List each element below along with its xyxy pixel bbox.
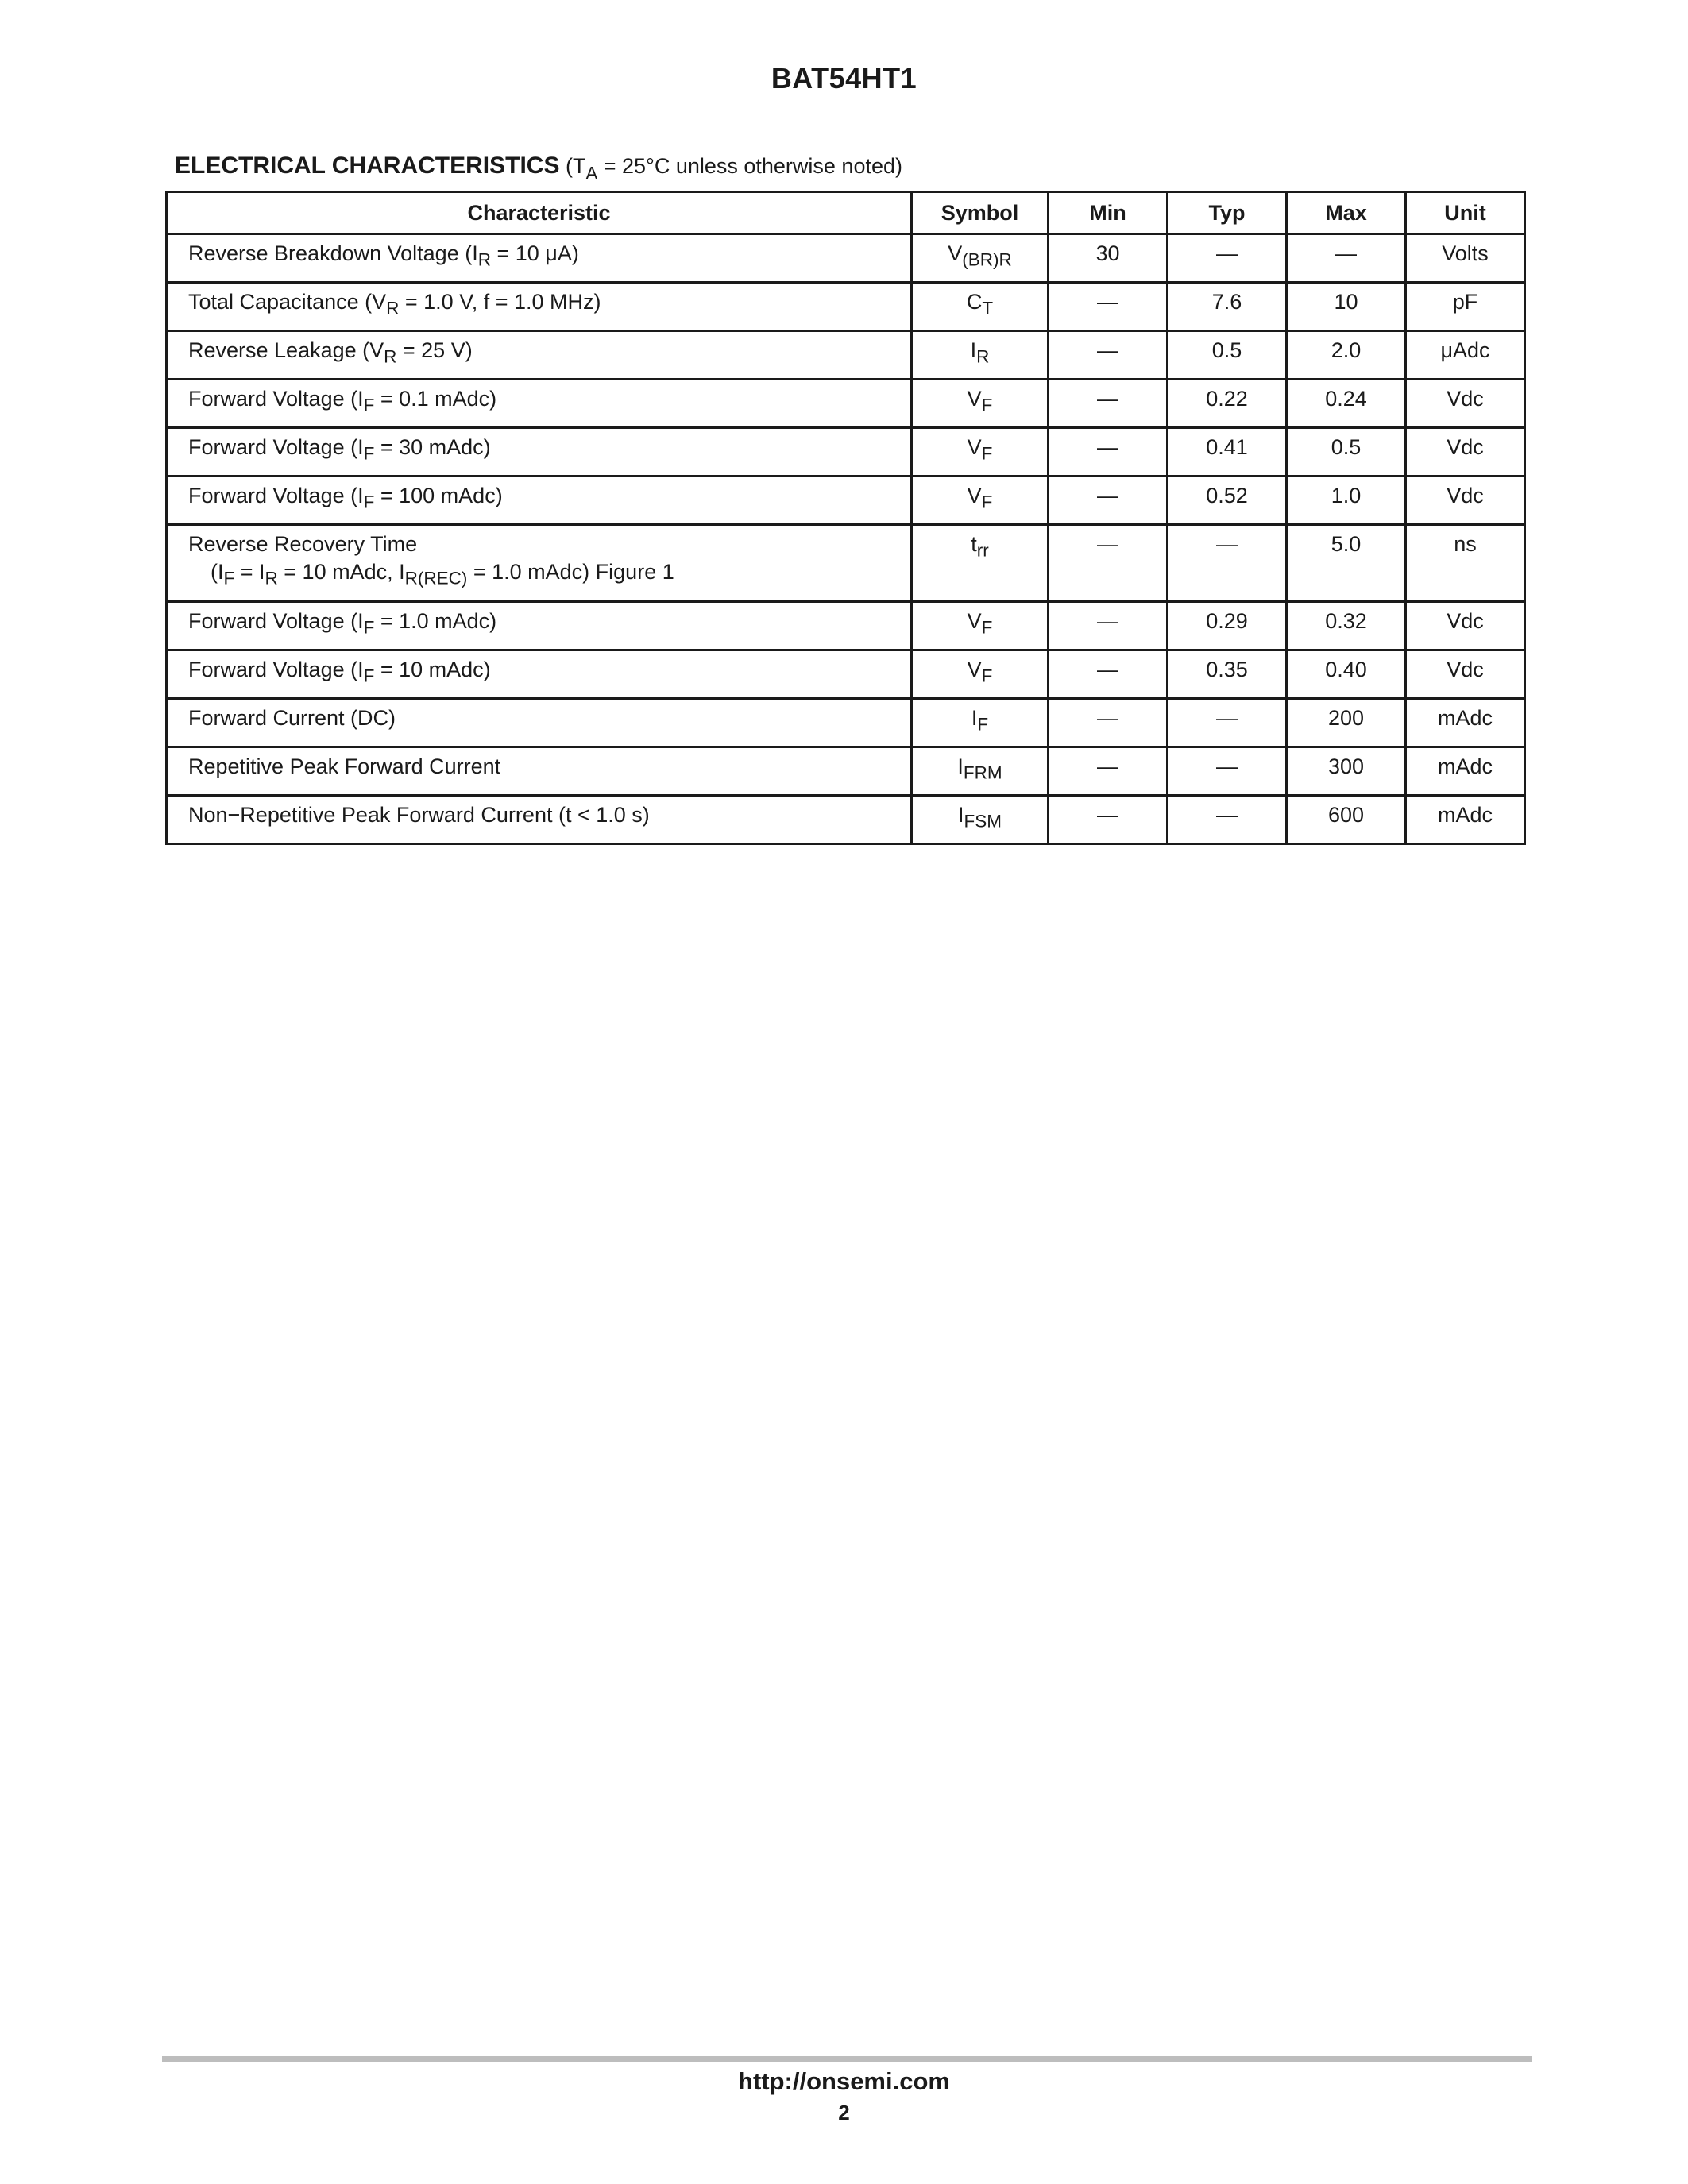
unit-cell: mAdc xyxy=(1406,796,1525,844)
unit-cell: Vdc xyxy=(1406,650,1525,699)
unit-cell: Volts xyxy=(1406,234,1525,283)
typ-cell: — xyxy=(1168,525,1287,602)
table-row xyxy=(167,331,1525,380)
symbol-cell: $C_T$ xyxy=(912,283,1049,331)
typ-cell: 7.6 xyxy=(1168,283,1287,331)
section-condition: ($T_A = 25^\circ C$ unless otherwise noted) xyxy=(565,154,902,183)
table-row xyxy=(167,234,1525,283)
typ-cell: 0.29 xyxy=(1168,602,1287,650)
electrical-characteristics-table xyxy=(165,191,1526,845)
characteristic-cell: Forward Voltage ($I_F = 0.1$ mAdc) xyxy=(167,380,912,428)
characteristic-cell: Non−Repetitive Peak Forward Current (t < 1.0 s) xyxy=(167,796,912,844)
table-row xyxy=(167,477,1525,525)
symbol-cell: $V_F$ xyxy=(912,380,1049,428)
table-row xyxy=(167,380,1525,428)
min-cell: — xyxy=(1049,331,1168,380)
unit-cell: μAdc xyxy=(1406,331,1525,380)
min-cell: — xyxy=(1049,747,1168,796)
symbol-cell: $I_{FSM}$ xyxy=(912,796,1049,844)
max-cell: 200 xyxy=(1287,699,1406,747)
typ-cell: — xyxy=(1168,747,1287,796)
max-cell: 300 xyxy=(1287,747,1406,796)
symbol-cell: $V_F$ xyxy=(912,477,1049,525)
typ-cell: 0.52 xyxy=(1168,477,1287,525)
min-cell: 30 xyxy=(1049,234,1168,283)
min-cell: — xyxy=(1049,477,1168,525)
footer-url-link[interactable]: http://onsemi.com xyxy=(738,2067,950,2095)
symbol-cell: $V_F$ xyxy=(912,650,1049,699)
max-cell: 5.0 xyxy=(1287,525,1406,602)
table-row xyxy=(167,428,1525,477)
typ-cell: — xyxy=(1168,699,1287,747)
max-cell: 0.5 xyxy=(1287,428,1406,477)
unit-cell: mAdc xyxy=(1406,747,1525,796)
column-header-symbol: Symbol xyxy=(912,192,1049,234)
section-title: ELECTRICAL CHARACTERISTICS xyxy=(175,152,560,179)
max-cell: 10 xyxy=(1287,283,1406,331)
unit-cell: ns xyxy=(1406,525,1525,602)
symbol-cell: $V_F$ xyxy=(912,602,1049,650)
table-row xyxy=(167,650,1525,699)
table-row xyxy=(167,602,1525,650)
max-cell: 0.24 xyxy=(1287,380,1406,428)
footer-divider xyxy=(162,2056,1532,2062)
typ-cell: — xyxy=(1168,796,1287,844)
min-cell: — xyxy=(1049,380,1168,428)
characteristic-cell: Forward Current (DC) xyxy=(167,699,912,747)
column-header-characteristic: Characteristic xyxy=(167,192,912,234)
min-cell: — xyxy=(1049,602,1168,650)
characteristic-cell: Reverse Breakdown Voltage ($I_R = 10$ μA) xyxy=(167,234,912,283)
symbol-cell: $V_{(BR)R}$ xyxy=(912,234,1049,283)
max-cell: 600 xyxy=(1287,796,1406,844)
section-heading xyxy=(175,152,902,183)
typ-cell: — xyxy=(1168,234,1287,283)
min-cell: — xyxy=(1049,699,1168,747)
min-cell: — xyxy=(1049,525,1168,602)
unit-cell: Vdc xyxy=(1406,602,1525,650)
typ-cell: 0.22 xyxy=(1168,380,1287,428)
symbol-cell: $I_R$ xyxy=(912,331,1049,380)
max-cell: 1.0 xyxy=(1287,477,1406,525)
min-cell: — xyxy=(1049,283,1168,331)
page-number: 2 xyxy=(838,2101,850,2124)
table-row xyxy=(167,283,1525,331)
typ-cell: 0.5 xyxy=(1168,331,1287,380)
characteristic-cell: Forward Voltage ($I_F = 1.0$ mAdc) xyxy=(167,602,912,650)
characteristic-cell: Repetitive Peak Forward Current xyxy=(167,747,912,796)
symbol-cell: $I_{FRM}$ xyxy=(912,747,1049,796)
characteristic-cell: Forward Voltage ($I_F = 30$ mAdc) xyxy=(167,428,912,477)
symbol-cell: $t_{rr}$ xyxy=(912,525,1049,602)
column-header-unit: Unit xyxy=(1406,192,1525,234)
characteristic-cell: Total Capacitance ($V_R = 1.0$ V, f = 1.0 MHz) xyxy=(167,283,912,331)
table-row xyxy=(167,525,1525,602)
max-cell: 0.40 xyxy=(1287,650,1406,699)
symbol-cell: $I_F$ xyxy=(912,699,1049,747)
characteristic-cell: Reverse Recovery Time ($I_F = I_R = 10$ mAdc, $I_{R(REC)} = 1.0$ mAdc) Figure 1 xyxy=(167,525,912,602)
min-cell: — xyxy=(1049,796,1168,844)
unit-cell: pF xyxy=(1406,283,1525,331)
unit-cell: Vdc xyxy=(1406,428,1525,477)
min-cell: — xyxy=(1049,650,1168,699)
unit-cell: Vdc xyxy=(1406,380,1525,428)
column-header-max: Max xyxy=(1287,192,1406,234)
unit-cell: Vdc xyxy=(1406,477,1525,525)
column-header-min: Min xyxy=(1049,192,1168,234)
table-header-row xyxy=(167,192,1525,234)
typ-cell: 0.35 xyxy=(1168,650,1287,699)
max-cell: — xyxy=(1287,234,1406,283)
min-cell: — xyxy=(1049,428,1168,477)
table-row xyxy=(167,699,1525,747)
typ-cell: 0.41 xyxy=(1168,428,1287,477)
max-cell: 2.0 xyxy=(1287,331,1406,380)
characteristic-cell: Forward Voltage ($I_F = 100$ mAdc) xyxy=(167,477,912,525)
unit-cell: mAdc xyxy=(1406,699,1525,747)
table-row xyxy=(167,747,1525,796)
page-title: BAT54HT1 xyxy=(771,62,917,95)
max-cell: 0.32 xyxy=(1287,602,1406,650)
table-row xyxy=(167,796,1525,844)
characteristic-cell: Reverse Leakage ($V_R = 25$ V) xyxy=(167,331,912,380)
symbol-cell: $V_F$ xyxy=(912,428,1049,477)
column-header-typ: Typ xyxy=(1168,192,1287,234)
characteristic-cell: Forward Voltage ($I_F = 10$ mAdc) xyxy=(167,650,912,699)
